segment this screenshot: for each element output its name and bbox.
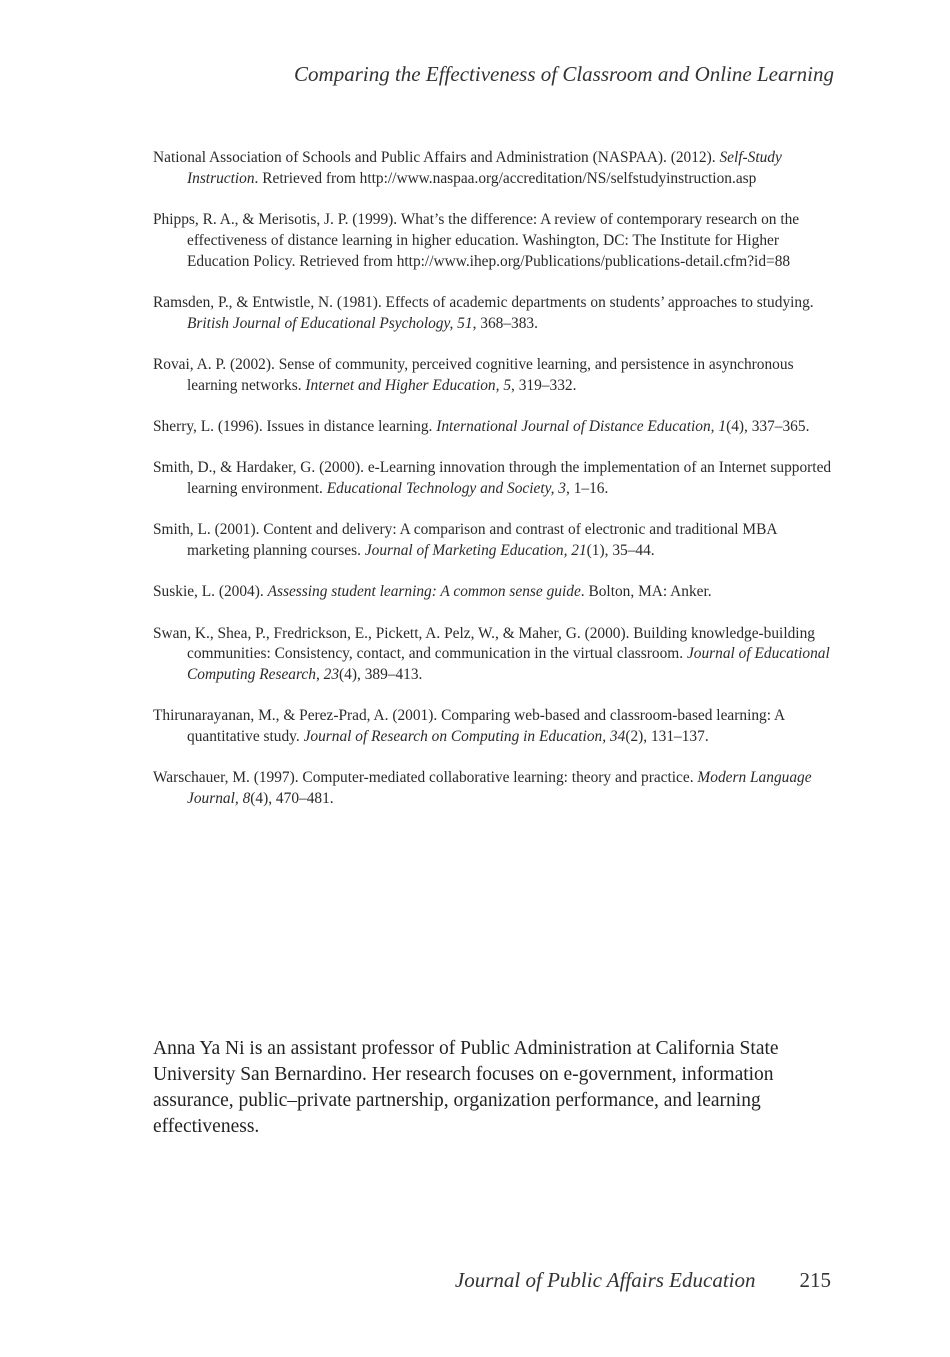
author-bio: Anna Ya Ni is an assistant professor of Public Administration at California State University San Bernardino. Her research focuses on e-government, information assurance, public–private partnership, organization performance, and learning effectiveness. [153,1037,779,1138]
ref-text: (4), 470–481. [250,789,334,807]
ref-italic: Educational Technology and Society, 3 [326,479,566,497]
reference-entry [153,768,833,809]
reference-entry [153,582,833,603]
reference-entry [153,355,833,396]
ref-text: Swan, K., Shea, P., Fredrickson, E., Pickett, A. Pelz, W., & Maher, G. (2000). Building knowledge-building communities: Consistency, contact, and communication in the virtual classroom. [153,624,815,663]
reference-entry [153,293,833,334]
reference-entry [153,520,833,561]
ref-italic: Assessing student learning: A common sense guide [267,583,581,601]
ref-text: , 319–332. [511,376,577,394]
ref-text: . Retrieved from http://www.naspaa.org/accreditation/NS/selfstudyinstruction.asp [254,169,757,187]
reference-entry [153,210,833,272]
journal-name: Journal of Public Affairs Education [454,1268,756,1292]
page-number: 215 [799,1268,831,1292]
ref-text: (4), 337–365. [726,417,810,435]
ref-text: (1), 35–44. [586,541,655,559]
ref-text: , 368–383. [472,314,538,332]
ref-text: Suskie, L. (2004). [153,583,268,601]
reference-entry [153,417,833,438]
ref-text: , 1–16. [566,479,609,497]
ref-text: Thirunarayanan, M., & Perez-Prad, A. (2001). Comparing web-based and classroom-based learning: A quantitative study. [153,707,785,745]
page-footer [455,1268,831,1293]
ref-italic: International Journal of Distance Education, 1 [436,417,727,435]
ref-text: Smith, D., & Hardaker, G. (2000). e-Learning innovation through the implementation of an Internet supported learning environment. [153,459,832,497]
ref-text: Smith, L. (2001). Content and delivery: A comparison and contrast of electronic and traditional MBA marketing planning courses. [153,521,777,559]
ref-text: Rovai, A. P. (2002). Sense of community, perceived cognitive learning, and persistence in asynchronous learning networks. [153,355,794,394]
ref-italic: Internet and Higher Education, 5 [305,376,512,394]
reference-entry [153,706,833,747]
ref-italic: Journal of Educational Computing Research, 23 [187,645,830,683]
ref-text: Sherry, L. (1996). Issues in distance learning. [153,417,437,435]
ref-text: (4), 389–413. [339,665,423,683]
reference-entry [153,458,833,499]
reference-list [153,133,833,830]
ref-text: (2), 131–137. [625,727,709,745]
ref-text: Phipps, R. A., & Merisotis, J. P. (1999). What’s the difference: A review of contemporary research on the effectiveness of distance learning in higher education. Washington, DC: The Institute for Higher Education Policy. Retrieved from http://www.ihep.org/Publications/publications-detail.cfm?id=88 [153,211,800,270]
ref-italic: Modern Language Journal, 8 [187,769,812,807]
ref-italic: British Journal of Educational Psychology, 51 [187,314,473,332]
ref-italic: Journal of Marketing Education, 21 [364,541,587,559]
running-header: Comparing the Effectiveness of Classroom and Online Learning [294,62,834,86]
ref-text: National Association of Schools and Public Affairs and Administration (NASPAA). (2012). [153,149,720,167]
ref-italic: Journal of Research on Computing in Education, 34 [303,727,626,745]
ref-italic: Self-Study Instruction [187,149,782,187]
ref-text: Ramsden, P., & Entwistle, N. (1981). Effects of academic departments on students’ approaches to studying. [153,293,814,311]
ref-text: . Bolton, MA: Anker. [580,583,712,601]
reference-entry [153,624,833,686]
ref-text: Warschauer, M. (1997). Computer-mediated collaborative learning: theory and practice. [153,769,698,787]
reference-entry [153,148,833,189]
